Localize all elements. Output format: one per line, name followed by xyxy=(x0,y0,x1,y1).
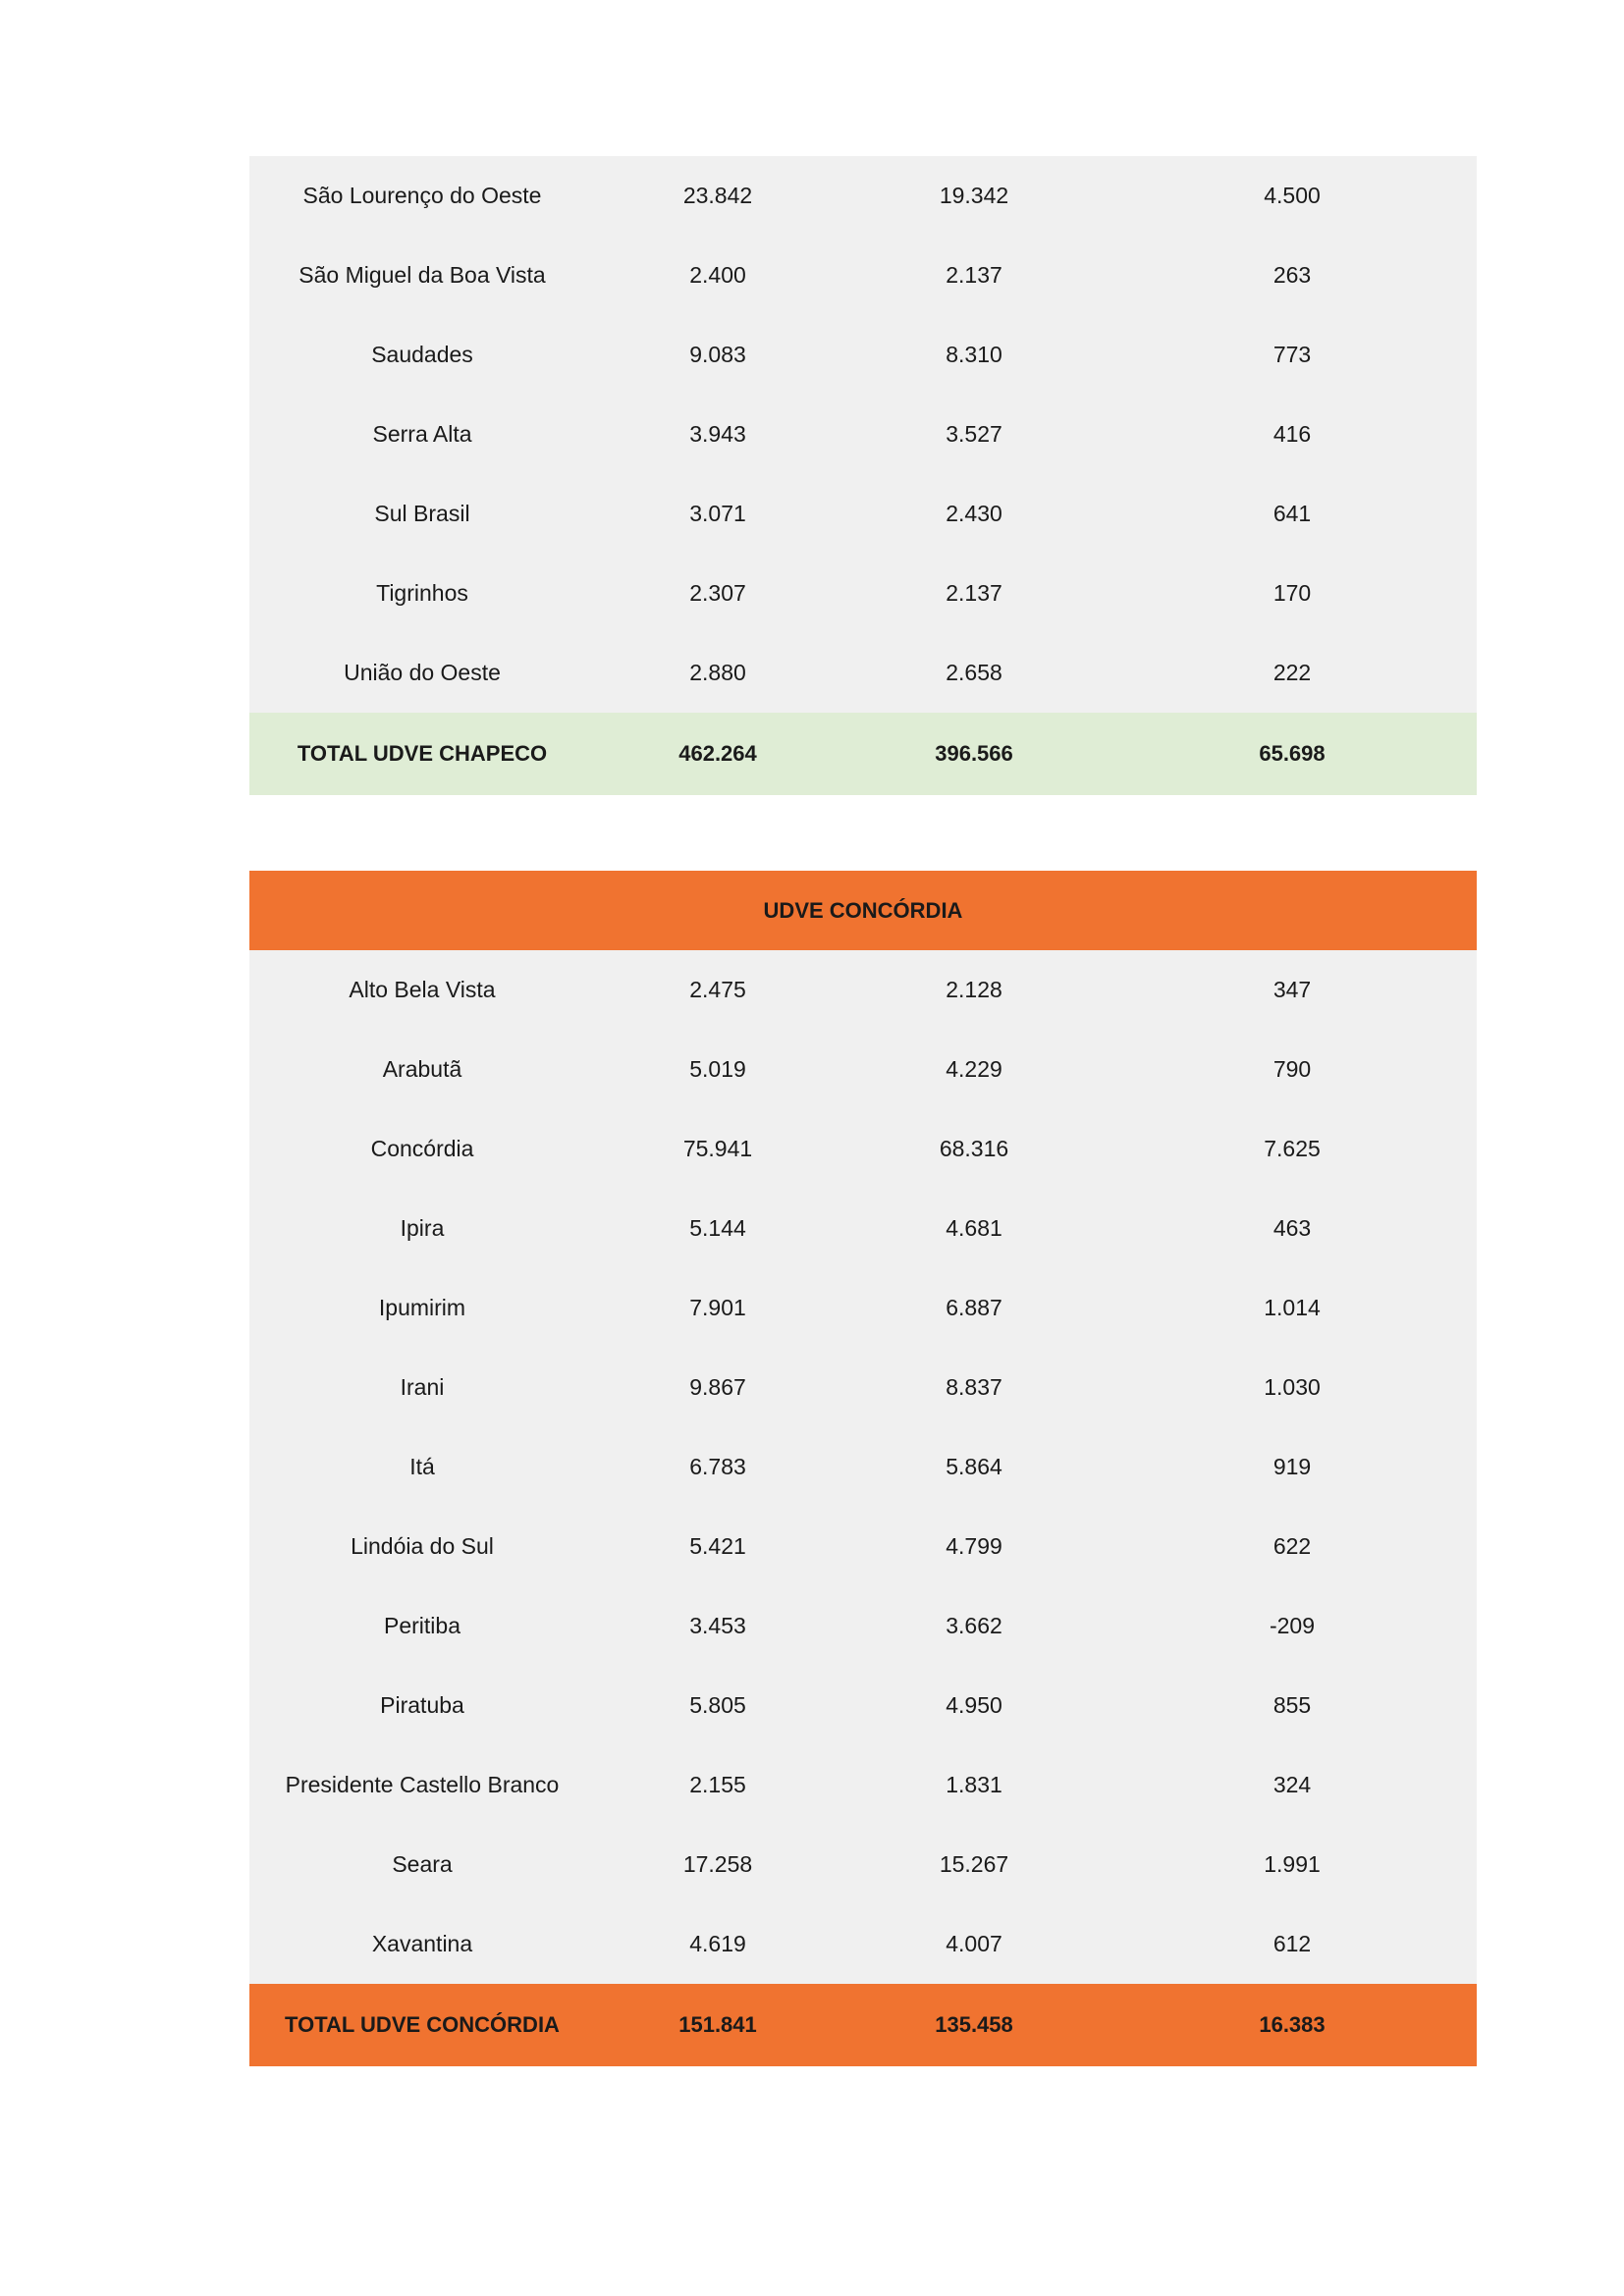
value-cell: 5.864 xyxy=(946,1454,1002,1479)
value-cell: 919 xyxy=(1272,1454,1312,1479)
table-row xyxy=(249,1030,1477,1109)
table-row xyxy=(249,1189,1477,1268)
total-value: 135.458 xyxy=(935,2012,1013,2037)
table-row xyxy=(249,1507,1477,1586)
municipality-cell: Serra Alta xyxy=(372,421,472,447)
value-cell: 9.083 xyxy=(689,342,746,367)
value-cell: 1.831 xyxy=(946,1772,1002,1797)
value-cell: 2.400 xyxy=(689,262,746,288)
table-row xyxy=(249,474,1477,554)
table-row xyxy=(249,395,1477,474)
value-cell: 7.625 xyxy=(1264,1136,1321,1161)
table-row xyxy=(249,1427,1477,1507)
table-row xyxy=(249,1348,1477,1427)
total-label: TOTAL UDVE CHAPECO xyxy=(297,741,548,766)
value-cell: 222 xyxy=(1272,660,1312,685)
table-row xyxy=(249,633,1477,713)
value-cell: 4.007 xyxy=(946,1931,1002,1956)
value-cell: 416 xyxy=(1272,421,1312,447)
value-cell: 4.950 xyxy=(946,1692,1002,1718)
value-cell: 170 xyxy=(1272,580,1312,606)
municipality-cell: União do Oeste xyxy=(344,660,501,685)
value-cell: 324 xyxy=(1272,1772,1312,1797)
municipality-cell: Xavantina xyxy=(371,1931,473,1956)
value-cell: 23.842 xyxy=(682,183,753,208)
value-cell: 3.943 xyxy=(689,421,746,447)
total-row xyxy=(249,1984,1477,2066)
total-label: TOTAL UDVE CONCÓRDIA xyxy=(285,2012,560,2037)
value-cell: 6.783 xyxy=(689,1454,746,1479)
value-cell: 2.475 xyxy=(689,977,746,1002)
table-row xyxy=(249,315,1477,395)
municipality-cell: Irani xyxy=(400,1374,445,1400)
municipality-cell: Itá xyxy=(409,1454,435,1479)
table-row xyxy=(249,1586,1477,1666)
value-cell: 773 xyxy=(1272,342,1312,367)
value-cell: 2.128 xyxy=(946,977,1002,1002)
table-row xyxy=(249,950,1477,1030)
value-cell: 263 xyxy=(1272,262,1312,288)
table-row xyxy=(249,156,1477,236)
municipality-cell: São Lourenço do Oeste xyxy=(302,183,542,208)
table-row xyxy=(249,1825,1477,1904)
municipality-cell: Saudades xyxy=(371,342,473,367)
total-value: 462.264 xyxy=(678,741,757,766)
value-cell: 3.453 xyxy=(689,1613,746,1638)
value-cell: 622 xyxy=(1272,1533,1312,1559)
value-cell: 1.030 xyxy=(1264,1374,1321,1400)
value-cell: 1.991 xyxy=(1264,1851,1321,1877)
municipality-cell: Presidente Castello Branco xyxy=(285,1772,560,1797)
value-cell: 3.071 xyxy=(689,501,746,526)
table-row xyxy=(249,1745,1477,1825)
municipality-cell: São Miguel da Boa Vista xyxy=(298,262,546,288)
municipality-cell: Arabutã xyxy=(382,1056,462,1082)
value-cell: 8.310 xyxy=(946,342,1002,367)
value-cell: 3.662 xyxy=(946,1613,1002,1638)
value-cell: 5.144 xyxy=(689,1215,746,1241)
table-row xyxy=(249,554,1477,633)
table-udve-chapeco xyxy=(249,156,1477,795)
table-udve-concordia xyxy=(249,871,1477,2066)
value-cell: 9.867 xyxy=(689,1374,746,1400)
table-row xyxy=(249,1109,1477,1189)
table-row xyxy=(249,236,1477,315)
municipality-cell: Sul Brasil xyxy=(374,501,470,526)
value-cell: 5.805 xyxy=(689,1692,746,1718)
value-cell: 3.527 xyxy=(946,421,1002,447)
value-cell: 2.658 xyxy=(946,660,1002,685)
value-cell: 4.229 xyxy=(946,1056,1002,1082)
value-cell: 5.019 xyxy=(689,1056,746,1082)
value-cell: 1.014 xyxy=(1264,1295,1321,1320)
municipality-cell: Alto Bela Vista xyxy=(349,977,496,1002)
municipality-cell: Tigrinhos xyxy=(376,580,468,606)
total-value: 16.383 xyxy=(1259,2012,1326,2037)
total-value: 65.698 xyxy=(1259,741,1326,766)
value-cell: 15.267 xyxy=(939,1851,1009,1877)
value-cell: 2.137 xyxy=(946,262,1002,288)
municipality-cell: Lindóia do Sul xyxy=(351,1533,494,1559)
value-cell: 7.901 xyxy=(689,1295,746,1320)
total-value: 396.566 xyxy=(935,741,1013,766)
value-cell: 75.941 xyxy=(682,1136,753,1161)
value-cell: 4.681 xyxy=(946,1215,1002,1241)
value-cell: 2.880 xyxy=(689,660,746,685)
value-cell: 463 xyxy=(1272,1215,1312,1241)
table-header xyxy=(249,871,1477,950)
total-value: 151.841 xyxy=(678,2012,757,2037)
value-cell: 4.619 xyxy=(689,1931,746,1956)
value-cell: 2.155 xyxy=(689,1772,746,1797)
municipality-cell: Seara xyxy=(392,1851,453,1877)
value-cell: 612 xyxy=(1272,1931,1312,1956)
value-cell: 8.837 xyxy=(946,1374,1002,1400)
table-row xyxy=(249,1666,1477,1745)
municipality-cell: Piratuba xyxy=(380,1692,464,1718)
municipality-cell: Ipumirim xyxy=(378,1295,466,1320)
value-cell: 855 xyxy=(1272,1692,1312,1718)
value-cell: 641 xyxy=(1272,501,1312,526)
value-cell: 347 xyxy=(1272,977,1312,1002)
value-cell: 2.307 xyxy=(689,580,746,606)
value-cell: 2.137 xyxy=(946,580,1002,606)
value-cell: 6.887 xyxy=(946,1295,1002,1320)
table-title: UDVE CONCÓRDIA xyxy=(763,897,963,923)
municipality-cell: Ipira xyxy=(400,1215,445,1241)
value-cell: 17.258 xyxy=(682,1851,753,1877)
value-cell: -209 xyxy=(1269,1613,1316,1638)
value-cell: 790 xyxy=(1272,1056,1312,1082)
municipality-cell: Peritiba xyxy=(384,1613,460,1638)
total-row xyxy=(249,713,1477,795)
value-cell: 5.421 xyxy=(689,1533,746,1559)
table-row xyxy=(249,1268,1477,1348)
value-cell: 68.316 xyxy=(939,1136,1009,1161)
value-cell: 2.430 xyxy=(946,501,1002,526)
value-cell: 4.500 xyxy=(1264,183,1321,208)
municipality-cell: Concórdia xyxy=(370,1136,474,1161)
value-cell: 4.799 xyxy=(946,1533,1002,1559)
value-cell: 19.342 xyxy=(939,183,1009,208)
table-row xyxy=(249,1904,1477,1984)
